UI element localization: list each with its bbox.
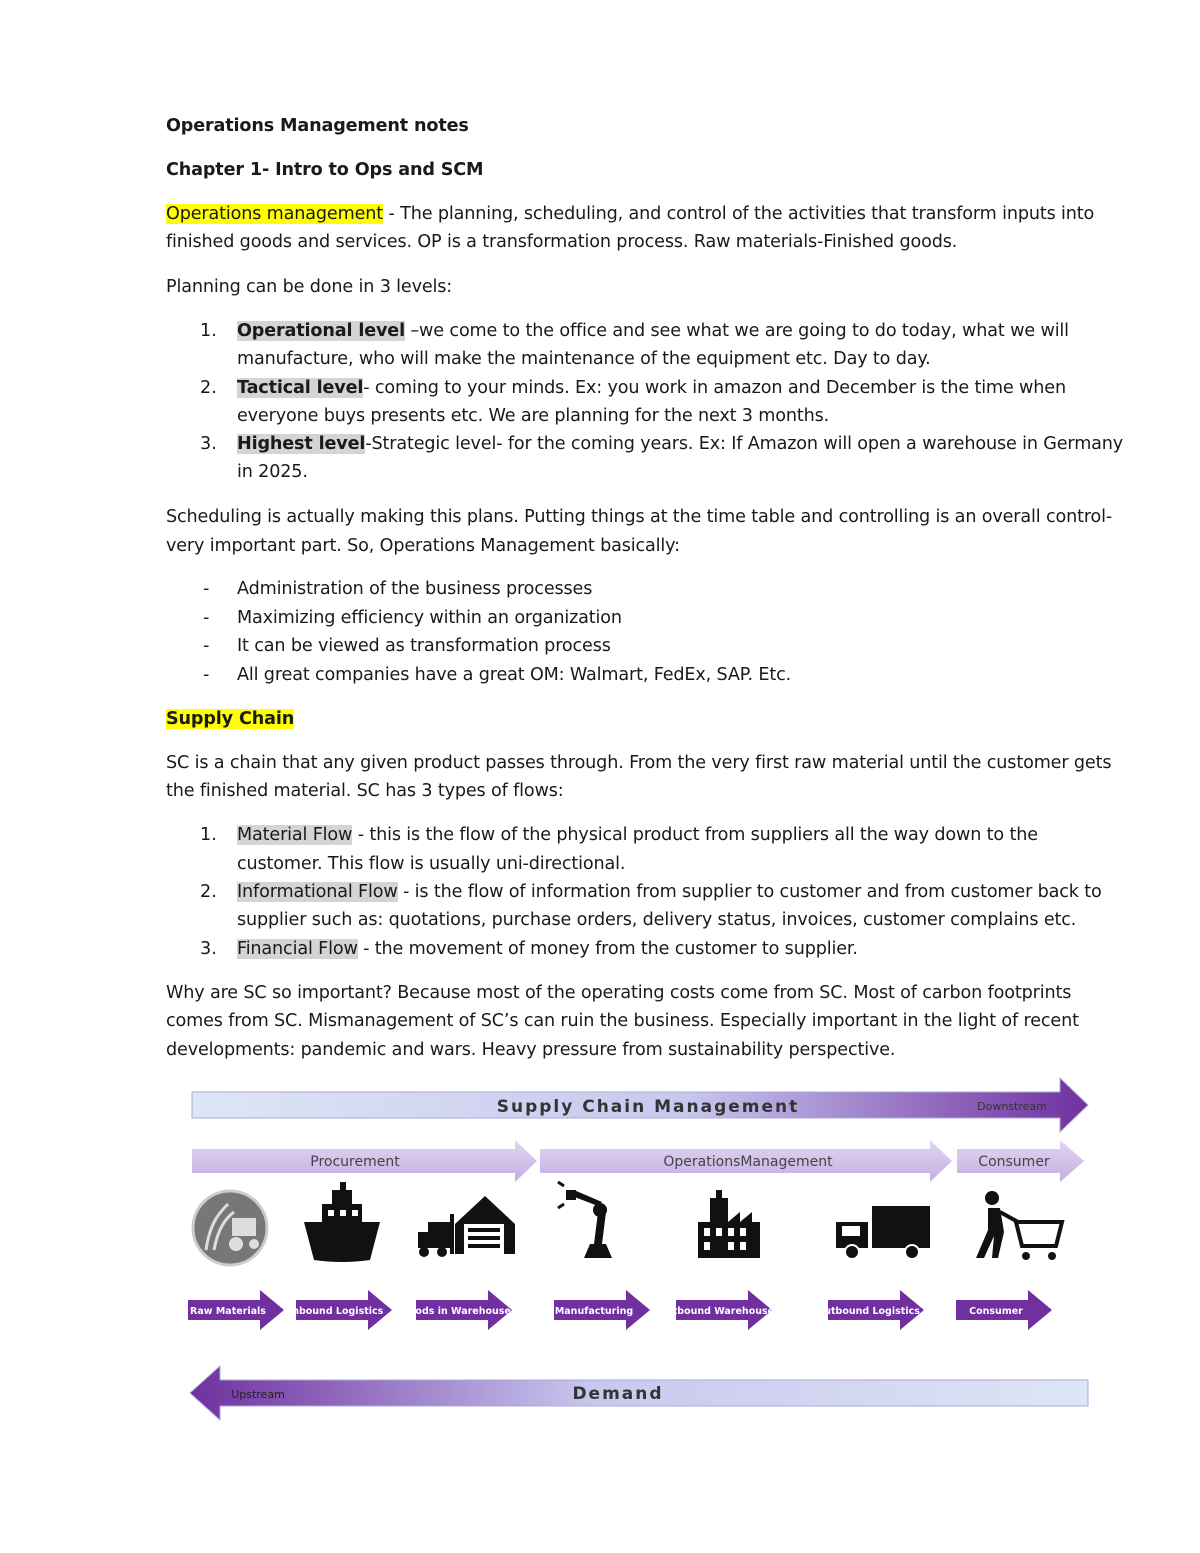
flow-1-text-1: - this is the flow of the physical product from suppliers all the way down to the bbox=[352, 825, 1038, 845]
stage-label: Manufacturing bbox=[554, 1306, 634, 1317]
stage-label: Inbound Logistics bbox=[288, 1306, 384, 1317]
flow-3-text-1: - the movement of money from the customer to supplier. bbox=[357, 939, 858, 959]
level-2-line-1 bbox=[237, 374, 1066, 403]
phase-label-operations: OperationsManagement bbox=[663, 1154, 833, 1170]
supply-chain-heading bbox=[166, 705, 294, 734]
why-line-1: Why are SC so important? Because most of the operating costs come from SC. Most of carbon footprints bbox=[166, 983, 1072, 1003]
om-definition-line-1 bbox=[166, 200, 1094, 229]
flow-1-line-1 bbox=[237, 821, 1038, 850]
level-1-text-1: –we come to the office and see what we are going to do today, what we will bbox=[404, 321, 1069, 341]
level-1-line-2: manufacture, who will make the maintenance of the equipment etc. Day to day. bbox=[237, 349, 931, 369]
flow-1-number: 1. bbox=[200, 825, 217, 845]
flow-2-number: 2. bbox=[200, 882, 217, 902]
level-1-term: Operational level bbox=[237, 321, 405, 341]
bullet-item: Administration of the business processes bbox=[237, 579, 593, 599]
factory-icon bbox=[698, 1190, 760, 1258]
bullet-marker: - bbox=[203, 579, 210, 599]
phase-label-procurement: Procurement bbox=[310, 1154, 400, 1170]
level-3-number: 3. bbox=[200, 434, 217, 454]
sc-line-2: the finished material. SC has 3 types of flows: bbox=[166, 781, 564, 801]
supply-chain-diagram bbox=[180, 1072, 1100, 1442]
truck-icon bbox=[836, 1206, 930, 1259]
stage-label: Outbound Warehouse bbox=[657, 1306, 775, 1317]
level-2-term: Tactical level bbox=[237, 378, 364, 398]
bullet-item: Maximizing efficiency within an organization bbox=[237, 608, 622, 628]
stage-label: Consumer bbox=[969, 1306, 1023, 1317]
flow-2-term: Informational Flow bbox=[237, 882, 398, 902]
sc-line-1: SC is a chain that any given product passes through. From the very first raw material until the customer gets bbox=[166, 753, 1112, 773]
downstream-label: Downstream bbox=[977, 1100, 1047, 1113]
ship-icon bbox=[304, 1182, 380, 1262]
flow-3-term: Financial Flow bbox=[237, 939, 358, 959]
why-line-2: comes from SC. Mismanagement of SC’s can ruin the business. Especially important in the light of recent bbox=[166, 1011, 1079, 1031]
om-definition-line-2: finished goods and services. OP is a transformation process. Raw materials-Finished goods. bbox=[166, 232, 958, 252]
level-2-text-1: - coming to your minds. Ex: you work in amazon and December is the time when bbox=[363, 378, 1066, 398]
supply-chain-heading-text: Supply Chain bbox=[166, 709, 295, 729]
stage-arrows bbox=[188, 1290, 1052, 1330]
doc-title: Operations Management notes bbox=[166, 116, 469, 136]
bottom-banner-label: Demand bbox=[572, 1384, 664, 1404]
flow-2-line-1 bbox=[237, 878, 1102, 907]
farm-icon bbox=[193, 1191, 267, 1265]
level-3-text-1: -Strategic level- for the coming years. Ex: If Amazon will open a warehouse in Germany bbox=[365, 434, 1124, 454]
bullet-marker: - bbox=[203, 665, 210, 685]
scheduling-line-2: very important part. So, Operations Management basically: bbox=[166, 536, 680, 556]
shopper-cart-icon bbox=[976, 1191, 1062, 1260]
level-2-line-2: everyone buys presents etc. We are planning for the next 3 months. bbox=[237, 406, 830, 426]
flow-2-text-1: - is the flow of information from supplier to customer and from customer back to bbox=[397, 882, 1102, 902]
flow-1-term: Material Flow bbox=[237, 825, 353, 845]
top-banner-label: Supply Chain Management bbox=[496, 1097, 800, 1117]
flow-3-line-1 bbox=[237, 935, 858, 964]
upstream-label: Upstream bbox=[231, 1388, 285, 1401]
level-2-number: 2. bbox=[200, 378, 217, 398]
planning-intro: Planning can be done in 3 levels: bbox=[166, 277, 453, 297]
robot-arm-icon bbox=[558, 1182, 612, 1258]
level-3-term: Highest level bbox=[237, 434, 366, 454]
om-term: Operations management bbox=[166, 204, 384, 224]
level-1-number: 1. bbox=[200, 321, 217, 341]
forklift-warehouse-icon bbox=[418, 1196, 515, 1257]
bullet-item: It can be viewed as transformation process bbox=[237, 636, 611, 656]
scheduling-line-1: Scheduling is actually making this plans. Putting things at the time table and controlling is an overall control- bbox=[166, 507, 1113, 527]
level-3-line-1 bbox=[237, 430, 1123, 459]
bullet-marker: - bbox=[203, 608, 210, 628]
flow-1-line-2: customer. This flow is usually uni-directional. bbox=[237, 854, 626, 874]
flow-2-line-2: supplier such as: quotations, purchase orders, delivery status, invoices, customer complains etc. bbox=[237, 910, 1077, 930]
bullet-marker: - bbox=[203, 636, 210, 656]
stage-label: Raw Materials bbox=[190, 1306, 266, 1317]
om-def-text-1: - The planning, scheduling, and control of the activities that transform inputs into bbox=[383, 204, 1095, 224]
level-3-line-2: in 2025. bbox=[237, 462, 308, 482]
why-line-3: developments: pandemic and wars. Heavy pressure from sustainability perspective. bbox=[166, 1040, 896, 1060]
chapter-heading: Chapter 1- Intro to Ops and SCM bbox=[166, 160, 484, 180]
stage-label: Goods in Warehouse bbox=[401, 1306, 511, 1317]
stage-label: Outbound Logistics bbox=[816, 1306, 920, 1317]
level-1-line-1 bbox=[237, 317, 1069, 346]
flow-3-number: 3. bbox=[200, 939, 217, 959]
bullet-item: All great companies have a great OM: Walmart, FedEx, SAP. Etc. bbox=[237, 665, 792, 685]
phase-label-consumer: Consumer bbox=[978, 1154, 1050, 1170]
